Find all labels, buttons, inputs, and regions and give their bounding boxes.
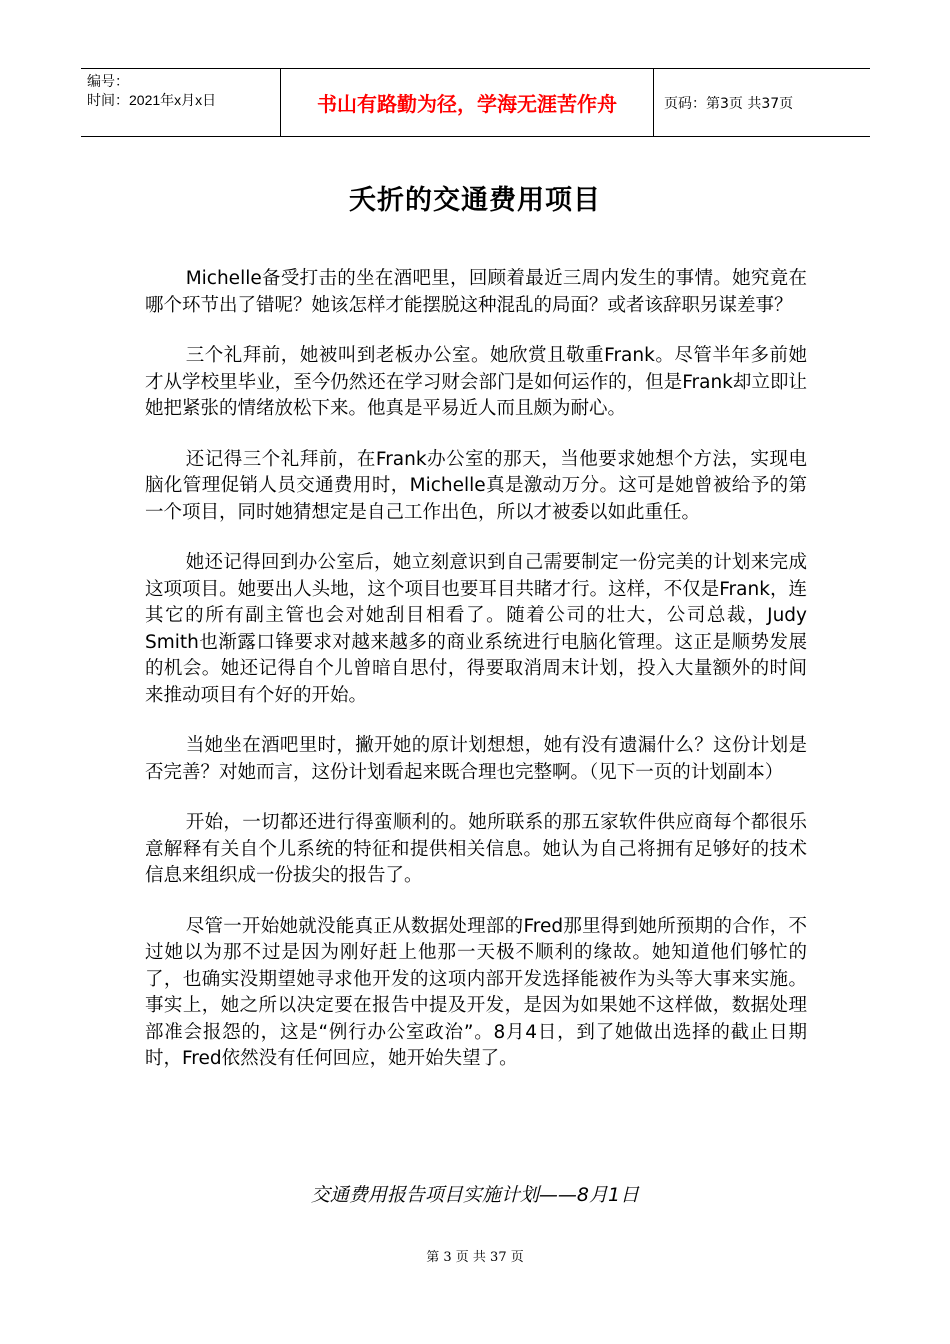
header-motto: 书山有路勤为径，学海无涯苦作舟: [281, 69, 654, 136]
document-time-label: 时间：2021年x月x日: [87, 92, 217, 108]
document-title: 夭折的交通费用项目: [349, 185, 601, 216]
paragraph: Michelle备受打击的坐在酒吧里，回顾着最近三周内发生的事情。她究竟在哪个环节出了错呢？她该怎样才能摆脱这种混乱的局面？或者该辞职另谋差事？: [145, 268, 807, 316]
page-header: [81, 68, 870, 137]
paragraph: 当她坐在酒吧里时，撇开她的原计划想想，她有没有遗漏什么？这份计划是否完善？对她而言，这份计划看起来既合理也完整啊。（见下一页的计划副本）: [145, 735, 807, 783]
paragraph: 还记得三个礼拜前，在Frank办公室的那天，当他要求她想个方法，实现电脑化管理促销人员交通费用时，Michelle真是激动万分。这可是她曾被给予的第一个项目，同时她猜想定是自己工作出色，所以才被委以如此重任。: [145, 448, 807, 523]
document-body: [145, 266, 807, 1097]
header-meta: [81, 69, 281, 136]
paragraph: 她还记得回到办公室后，她立刻意识到自己需要制定一份完美的计划来完成这项项目。她要出人头地，这个项目也要耳目共睹才行。这样，不仅是Frank，连其它的所有副主管也会对她刮目相看了。随着公司的壮大，公司总裁，Judy Smith也渐露口锋要求对越来越多的商业系统进行电脑化管理。这正是顺势发展的机会。她还记得自个儿曾暗自思付，得要取消周末计划，投入大量额外的时间来推动项目有个好的开始。: [145, 552, 807, 706]
plan-heading: 交通费用报告项目实施计划——8月1日: [310, 1184, 640, 1206]
header-page-info: 页码：第3页 共37页: [664, 95, 794, 112]
page-footer: 第 3 页 共 37 页: [426, 1250, 524, 1265]
paragraph: 开始，一切都还进行得蛮顺利的。她所联系的那五家软件供应商每个都很乐意解释有关自个儿系统的特征和提供相关信息。她认为自己将拥有足够好的技术信息来组织成一份拔尖的报告了。: [145, 812, 807, 886]
paragraph: 尽管一开始她就没能真正从数据处理部的Fred那里得到她所预期的合作，不过她以为那不过是因为刚好赶上他那一天极不顺利的缘故。她知道他们够忙的了，也确实没期望她寻求他开发的这项内部开发选择能被作为头等大事来实施。事实上，她之所以决定要在报告中提及开发，是因为如果她不这样做，数据处理部准会报怨的，这是“例行办公室政治”。8月4日，到了她做出选择的截止日期时，Fred依然没有任何回应，她开始失望了。: [145, 915, 807, 1069]
document-number-label: 编号：: [87, 73, 129, 89]
paragraph: 三个礼拜前，她被叫到老板办公室。她欣赏且敬重Frank。尽管半年多前她才从学校里毕业，至今仍然还在学习财会部门是如何运作的，但是Frank却立即让她把紧张的情绪放松下来。他真是平易近人而且颇为耐心。: [145, 345, 807, 419]
